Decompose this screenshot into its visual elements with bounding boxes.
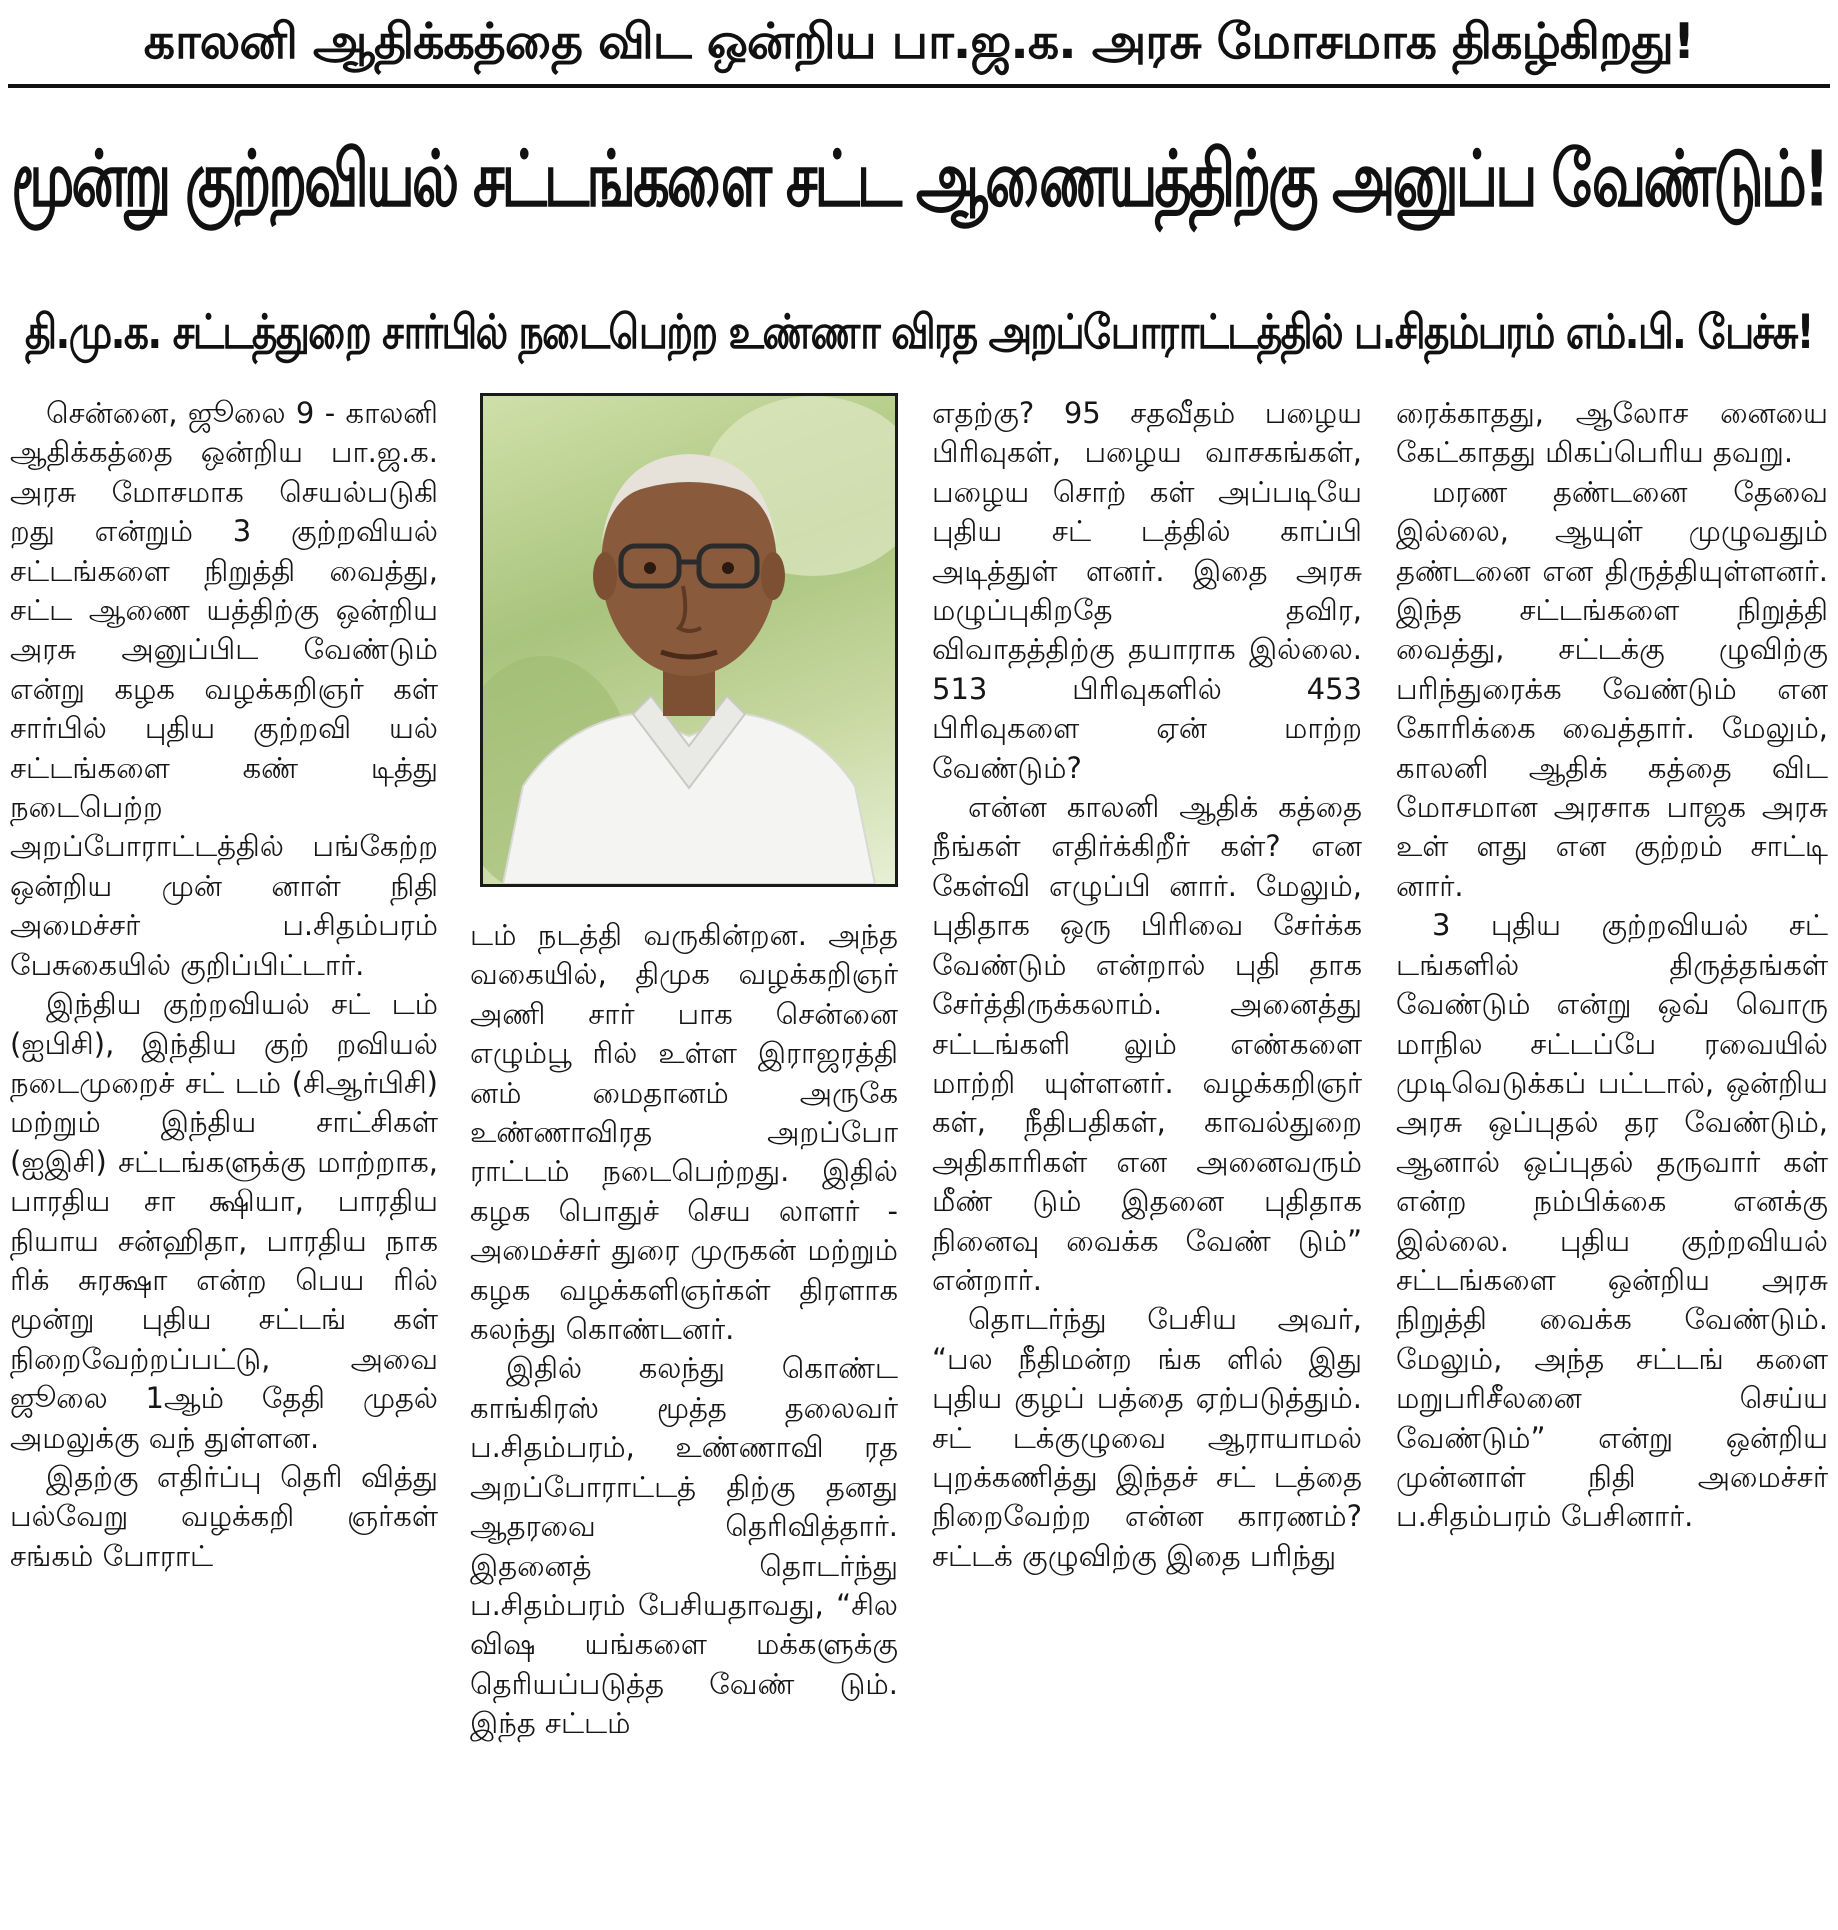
paragraph: சென்னை, ஜூலை 9 - காலனி ஆதிக்கத்தை ஒன்றிய பா.ஜ.க. அரசு மோசமாக செயல்படுகி றது என்றும் 3 குற்றவியல் சட்டங்களை நிறுத்தி வைத்து, சட்ட ஆணை யத்திற்கு ஒன்றிய அரசு அனுப்பிட வேண்டும் என்று கழக வழக்கறிஞர் கள் சார்பில் புதிய குற்றவி யல் சட்டங்களை கண் டித்து நடைபெற்ற அறப்போராட்டத்தில் பங்கேற்ற ஒன்றிய முன் னாள் நிதி அமைச்சர் ப.சிதம்பரம் பேசுகையில் குறிப்பிட்டார்.: [10, 396, 438, 982]
article-column-2: [470, 916, 898, 1924]
article-photo: [480, 393, 898, 887]
sub-headline: தி.மு.க. சட்டத்துறை சார்பில் நடைபெற்ற உண்ணா விரத அறப்போராட்டத்தில் ப.சிதம்பரம் எம்.பி. பேச்சு!: [25, 306, 1813, 360]
paragraph: என்ன காலனி ஆதிக் கத்தை நீங்கள் எதிர்க்கிறீர் கள்? என கேள்வி எழுப்பி னார். மேலும், புதிதாக ஒரு பிரிவை சேர்க்க வேண்டும் என்றால் புதி தாக சேர்த்திருக்கலாம். அனைத்து சட்டங்களி லும் எண்களை மாற்றி யுள்ளனர். வழக்கறிஞர் கள், நீதிபதிகள், காவல்துறை அதிகாரிகள் என அனைவரும் மீண் டும் இதனை புதிதாக நினைவு வைக்க வேண் டும்” என்றார்.: [932, 790, 1362, 1297]
article-column-3: [932, 394, 1362, 1924]
paragraph: எதற்கு? 95 சதவீதம் பழைய பிரிவுகள், பழைய வாசகங்கள், பழைய சொற் கள் அப்படியே புதிய சட் டத்தில் காப்பி அடித்துள் ளனர். இதை அரசு மழுப்புகிறதே தவிர, விவாதத்திற்கு தயாராக இல்லை. 513 பிரிவுகளில் 453 பிரிவுகளை ஏன் மாற்ற வேண்டும்?: [932, 396, 1362, 785]
kicker-headline: காலனி ஆதிக்கத்தை விட ஒன்றிய பா.ஜ.க. அரசு மோசமாக திகழ்கிறது!: [8, 6, 1830, 88]
article-column-1: [10, 394, 438, 1924]
paragraph: தொடர்ந்து பேசிய அவர், “பல நீதிமன்ற ங்க ளில் இது புதிய குழப் பத்தை ஏற்படுத்தும். சட் டக்குழுவை ஆராயாமல் புறக்கணித்து இந்தச் சட் டத்தை நிறைவேற்ற என்ன காரணம்? சட்டக் குழுவிற்கு இதை பரிந்து: [932, 1302, 1362, 1573]
paragraph: இதில் கலந்து கொண்ட காங்கிரஸ் மூத்த தலைவர் ப.சிதம்பரம், உண்ணாவி ரத அறப்போராட்டத் திற்கு தனது ஆதரவை தெரிவித்தார். இதனைத் தொடர்ந்து ப.சிதம்பரம் பேசியதாவது, “சில விஷ யங்களை மக்களுக்கு தெரியப்படுத்த வேண் டும். இந்த சட்டம்: [470, 1351, 898, 1741]
paragraph: டம் நடத்தி வருகின்றன. அந்த வகையில், திமுக வழக்கறிஞர் அணி சார் பாக சென்னை எழும்பூ ரில் உள்ள இராஜரத்தி னம் மைதானம் அருகே உண்ணாவிரத அறப்போ ராட்டம் நடைபெற்றது. இதில் கழக பொதுச் செய லாளர் - அமைச்சர் துரை முருகன் மற்றும் கழக வழக்களிஞர்கள் திரளாக கலந்து கொண்டனர்.: [470, 918, 898, 1347]
portrait-photo-icon: [483, 396, 895, 884]
article-column-4: [1396, 394, 1828, 1924]
paragraph: மரண தண்டனை தேவை இல்லை, ஆயுள் முழுவதும் தண்டனை என திருத்தியுள்ளனர். இந்த சட்டங்களை நிறுத்தி வைத்து, சட்டக்கு ழுவிற்கு பரிந்துரைக்க வேண்டும் என கோரிக்கை வைத்தார். மேலும், காலனி ஆதிக் கத்தை விட மோசமான அரசாக பாஜக அரசு உள் ளது என குற்றம் சாட்டி னார்.: [1396, 474, 1828, 903]
paragraph: 3 புதிய குற்றவியல் சட் டங்களில் திருத்தங்கள் வேண்டும் என்று ஒவ் வொரு மாநில சட்டப்பே ரவையில் முடிவெடுக்கப் பட்டால், ஒன்றிய அரசு ஒப்புதல் தர வேண்டும், ஆனால் ஒப்புதல் தருவார் கள் என்ற நம்பிக்கை எனக்கு இல்லை. புதிய குற்றவியல் சட்டங்களை ஒன்றிய அரசு நிறுத்தி வைக்க வேண்டும். மேலும், அந்த சட்டங் களை மறுபரிசீலனை செய்ய வேண்டும்” என்று ஒன்றிய முன்னாள் நிதி அமைச்சர் ப.சிதம்பரம் பேசினார்.: [1396, 908, 1828, 1534]
paragraph: இந்திய குற்றவியல் சட் டம் (ஐபிசி), இந்திய குற் றவியல் நடைமுறைச் சட் டம் (சிஆர்பிசி) மற்றும் இந்திய சாட்சிகள் (ஐஇசி) சட்டங்களுக்கு மாற்றாக, பாரதிய சா க்ஷியா, பாரதிய நியாய சன்ஹிதா, பாரதிய நாக ரிக் சுரக்ஷா என்ற பெய ரில் மூன்று புதிய சட்டங் கள் நிறைவேற்றப்பட்டு, அவை ஜூலை 1ஆம் தேதி முதல் அமலுக்கு வந் துள்ளன.: [10, 987, 438, 1455]
main-headline: மூன்று குற்றவியல் சட்டங்களை சட்ட ஆணையத்திற்கு அனுப்ப வேண்டும்!: [11, 135, 1827, 225]
paragraph: இதற்கு எதிர்ப்பு தெரி வித்து பல்வேறு வழக்கறி ஞர்கள் சங்கம் போராட்: [10, 1459, 438, 1573]
paragraph: ரைக்காதது, ஆலோச னையை கேட்காதது மிகப்பெரிய தவறு.: [1396, 396, 1828, 470]
